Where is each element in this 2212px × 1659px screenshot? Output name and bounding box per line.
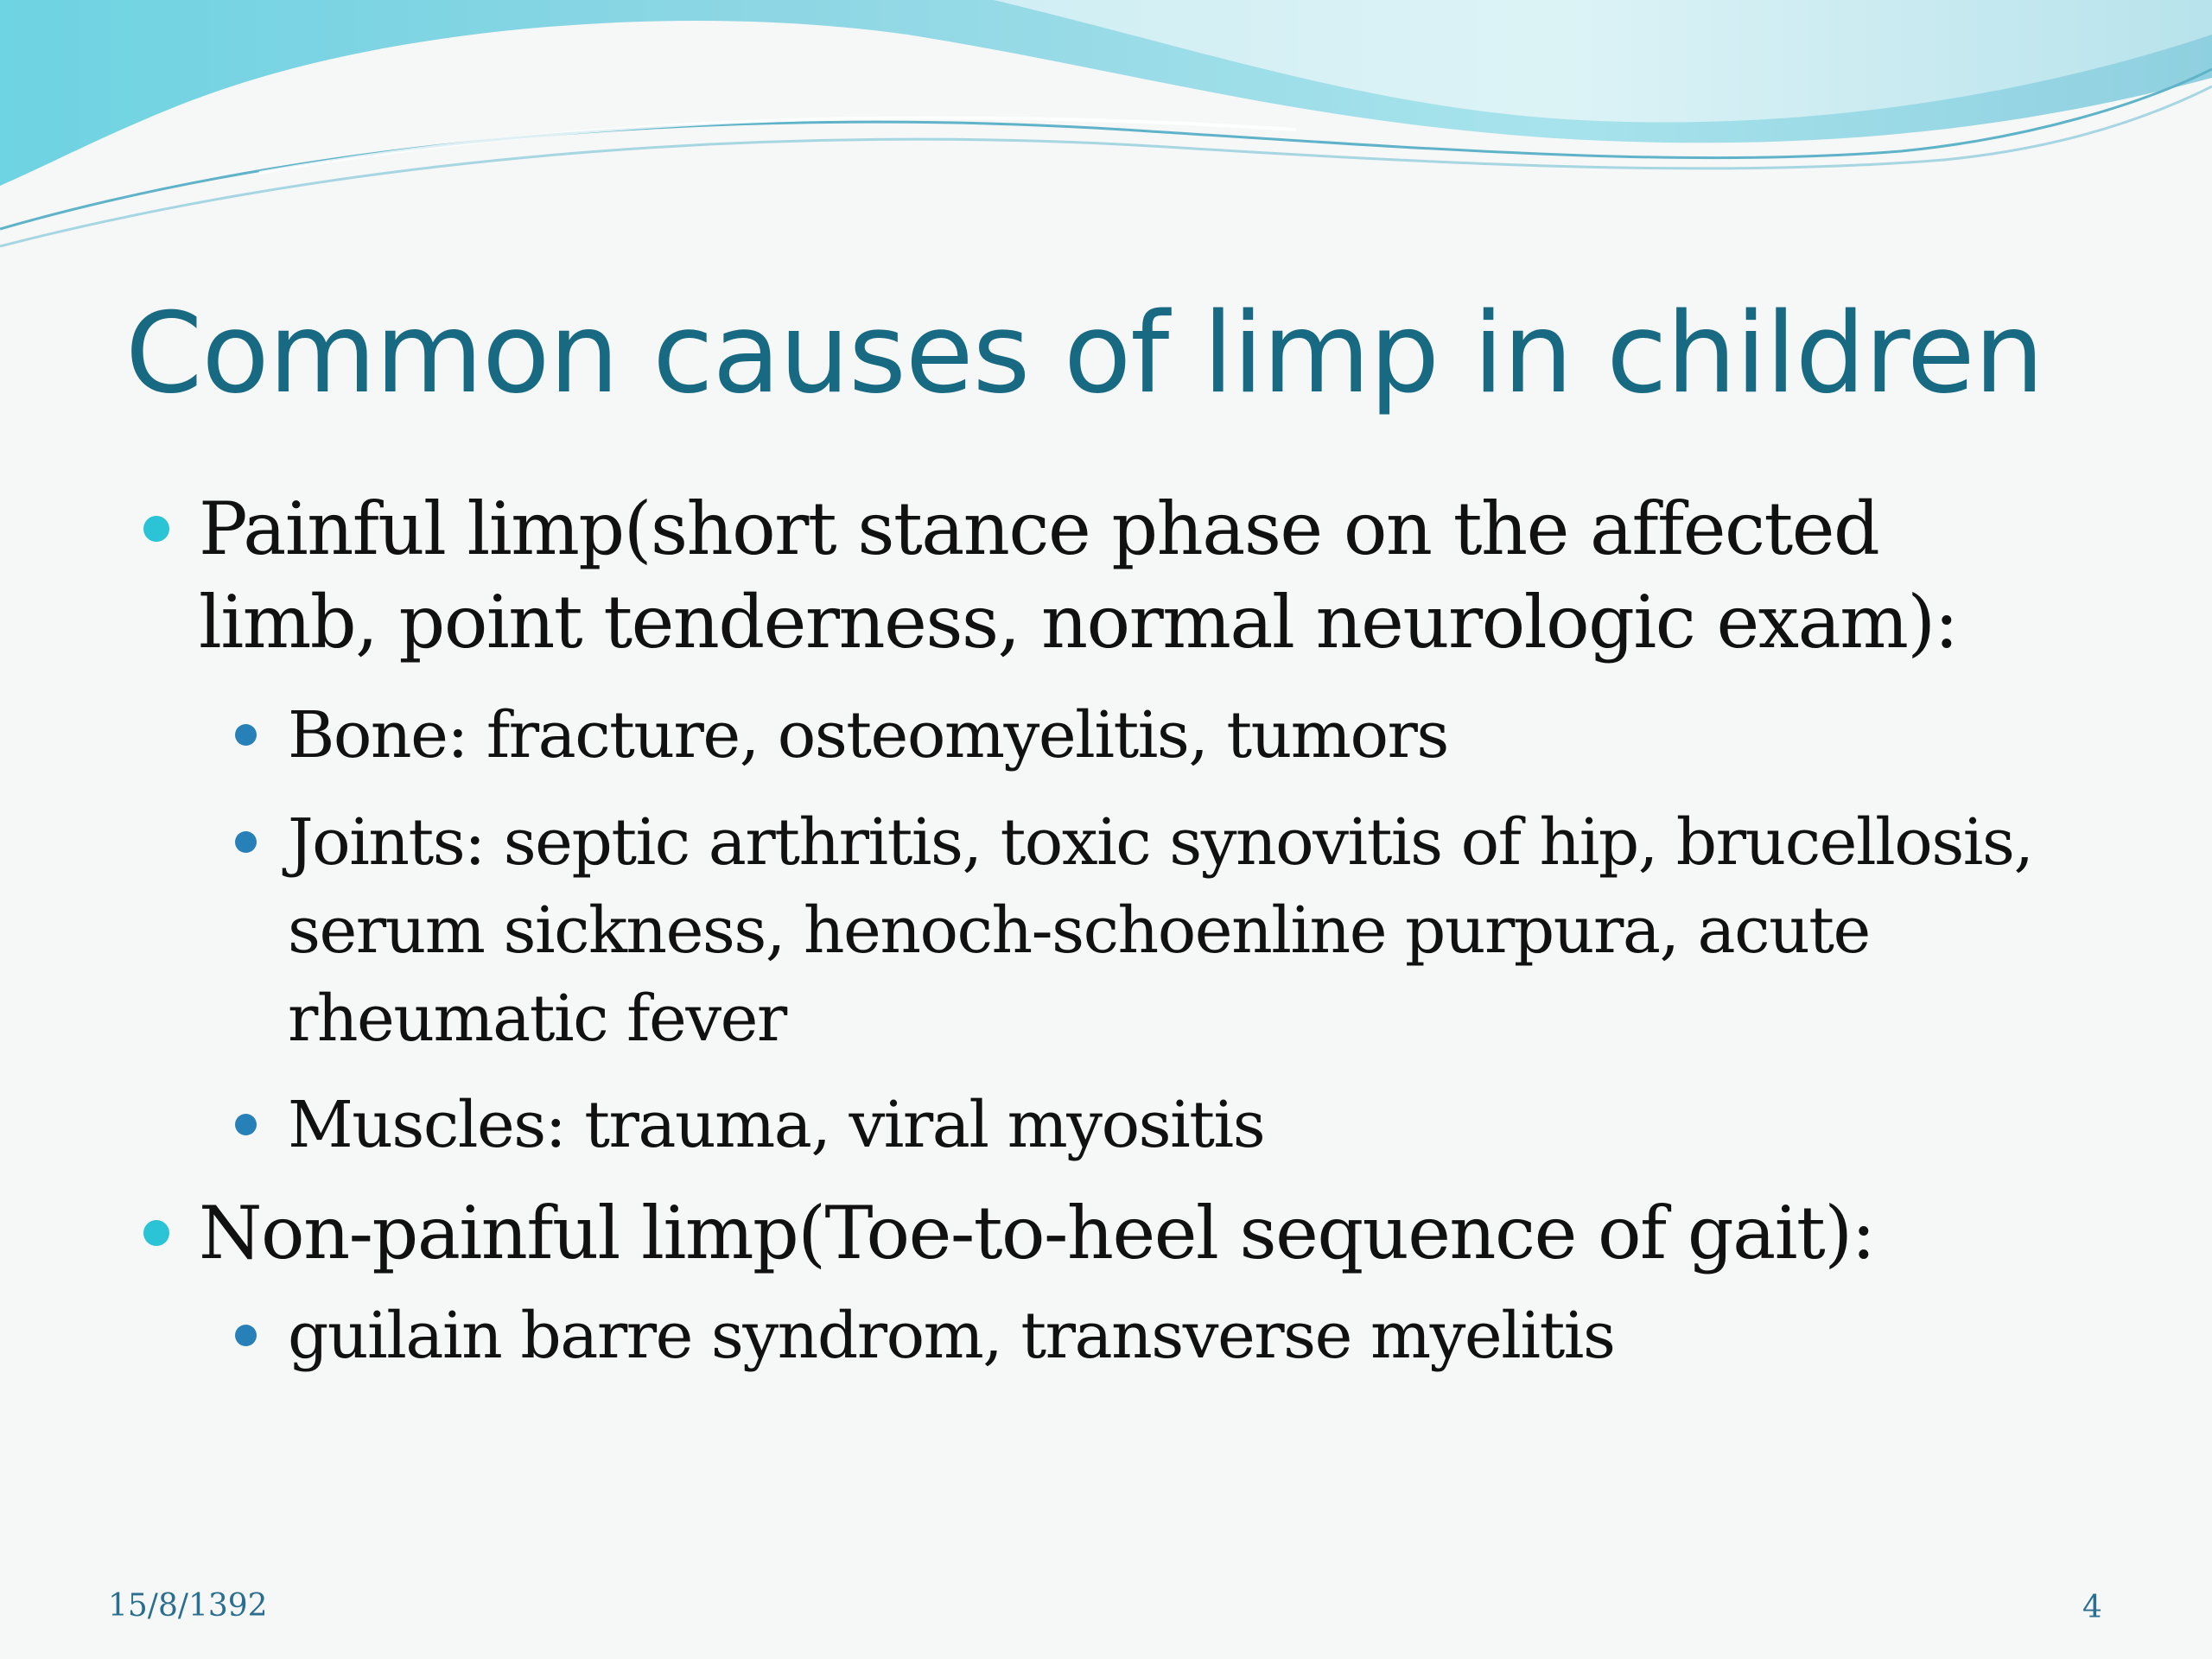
bullet-dot <box>143 516 169 542</box>
sub-bullet-bone: Bone: fracture, osteomyelitis, tumors <box>288 698 1448 772</box>
sub-bullet-guilain-barre: guilain barre syndrom, transverse myelitis <box>288 1299 1615 1373</box>
sub-bullet-muscles: Muscles: trauma, viral myositis <box>288 1088 1265 1162</box>
bullet-non-painful-limp: Non-painful limp(Toe-to-heel sequence of gait): <box>199 1191 1875 1275</box>
sub-bullet-dot <box>235 1325 257 1346</box>
sub-bullet-joints: Joints: septic arthritis, toxic synovitis of hip, brucellosis, serum sickness, henoch-schoenline purpura, acute rheumatic fever <box>288 805 2033 1056</box>
slide-title: Common causes of limp in children <box>125 289 2044 418</box>
sub-bullet-dot <box>235 831 257 853</box>
footer-page-number: 4 <box>2082 1590 2102 1625</box>
sub-bullet-dot <box>235 1114 257 1135</box>
bullet-dot <box>143 1220 169 1246</box>
bullet-painful-limp: Painful limp(short stance phase on the affected limb, point tenderness, normal neurologic exam): <box>199 486 1958 664</box>
sub-bullet-dot <box>235 724 257 746</box>
footer-date: 15/8/1392 <box>108 1588 268 1624</box>
